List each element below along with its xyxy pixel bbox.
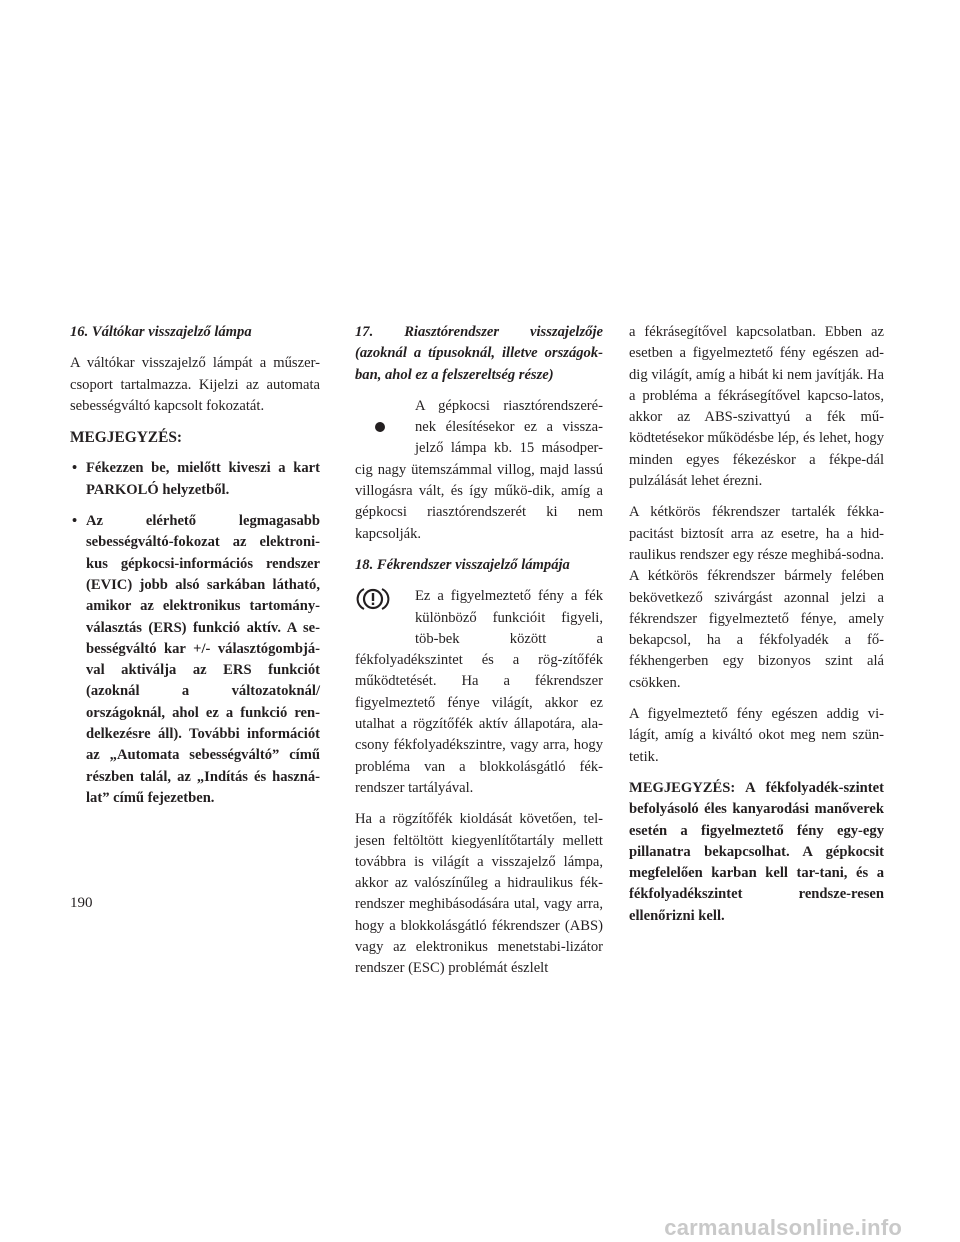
note-label: MEGJEGYZÉS: bbox=[70, 429, 183, 447]
note-bullet-list bbox=[70, 458, 320, 809]
brake-icon-box bbox=[355, 586, 415, 632]
column-3 bbox=[629, 322, 884, 937]
brake-paragraph bbox=[355, 586, 603, 799]
paragraph: A figyelmeztető fény egészen addig vi-lágít, amíg a kiváltó okot meg nem szün-tetik. bbox=[629, 706, 884, 765]
security-indicator-dot-icon bbox=[375, 422, 385, 432]
page-number: 190 bbox=[70, 895, 93, 911]
bullet-item: • Fékezzen be, mielőtt kiveszi a kart PARKOLÓ helyzetből. bbox=[70, 458, 320, 501]
note-bold-paragraph: MEGJEGYZÉS: A fékfolyadék-szintet befolyásoló éles kanyarodási manőverek esetén a figyelmeztető fény egy-egy pillanatra bekapcsolhat. A gépkocsit megfelelően karban kell tar-tani, és a fékfolyadékszintet rendsze-resen ellenőrizni kell. bbox=[629, 779, 884, 924]
alarm-icon-box bbox=[355, 396, 415, 442]
section-heading-16: 16. Váltókar visszajelző lámpa bbox=[70, 324, 252, 340]
brake-warning-icon bbox=[355, 586, 391, 612]
paragraph: A kétkörös fékrendszer tartalék fékka-pacitást biztosít arra az esetre, ha a hid-raulikus rendszer egy része meghibá-sodna. A kétkörös fékrendszer bármely felében bekövetkező szivárgást azonnal jelzi a fékrendszer figyelmeztető fénye, amely bekapcsol, ha a fékfolyadék a fő-fékhengerben egy bizonyos szint alá csökken. bbox=[629, 504, 884, 691]
column-1 bbox=[70, 322, 320, 819]
watermark: carmanualsonline.info bbox=[664, 1215, 902, 1240]
paragraph-text: A gépkocsi riasztórendszeré-nek élesítésekor ez a vissza-jelző lámpa kb. 15 másodper-cig nagy ütemszámmal villog, majd lassú villogásra vált, és így műkö-dik, amíg a gépkocsi riasztórendszerét ki nem kapcsolják. bbox=[355, 397, 603, 542]
paragraph: A váltókar visszajelző lámpát a műszer-csoport tartalmazza. Kijelzi az automata sebességváltó kapcsolt fokozatát. bbox=[70, 355, 320, 414]
section-heading-17: 17. Riasztórendszer visszajelzője (azoknál a típusoknál, illetve országok-ban, ahol ez a felszereltség része) bbox=[355, 324, 603, 383]
paragraph-text: Ez a figyelmeztető fény a fék különböző funkcióit figyeli, töb-bek között a fékfolyadékszintet és a rög-zítőfék működtetését. Ha a fékrendszer figyelmeztető fénye világít, akkor ez utalhat a rögzítőfék aktív állapotára, ala-csony fékfolyadékszintre, vagy arra, hogy probléma van a blokkolásgátló fék-rendszer tartályával. bbox=[355, 588, 603, 796]
paragraph: a fékrásegítővel kapcsolatban. Ebben az esetben a figyelmeztető fény egészen ad-dig világít, amíg a hibát ki nem javítják. Ha a probléma a fékrásegítővel kapcso-latos, akkor az ABS-szivattyú a fék mű-ködtetésekor működésbe lép, és lehet, hogy minden egyes fékezéskor a fékpe-dál pulzálását lehet érezni. bbox=[629, 324, 884, 490]
alarm-paragraph bbox=[355, 396, 603, 545]
bullet-item: • Az elérhető legmagasabb sebességváltó-fokozat az elektroni-kus gépkocsi-információs rendszer (EVIC) jobb alsó sarkában látható, amikor az elektronikus tartomány-választás (ERS) funkció aktív. A se-bességváltó kar +/- választógombjá-val aktiválja az ERS funkciót (azoknál a változatoknál/ országoknál, ahol ez a funkció ren-delkezésre áll). További információt az „Automata sebességváltó” című részben talál, az „Indítás és haszná-lat” című fejezetben. bbox=[70, 511, 320, 809]
column-2 bbox=[355, 322, 603, 990]
paragraph: Ha a rögzítőfék kioldását követően, tel-jesen feltöltött kiegyenlítőtartály mellett továbbra is világít a visszajelző lámpa, akkor az valószínűleg a hidraulikus fék-rendszer meghibásodására utal, vagy arra, hogy a blokkolásgátló fékrendszer (ABS) vagy az elektronikus menetstabi-lizátor rendszer (ESC) problémát észlelt bbox=[355, 811, 603, 977]
section-heading-18: 18. Fékrendszer visszajelző lámpája bbox=[355, 556, 570, 573]
